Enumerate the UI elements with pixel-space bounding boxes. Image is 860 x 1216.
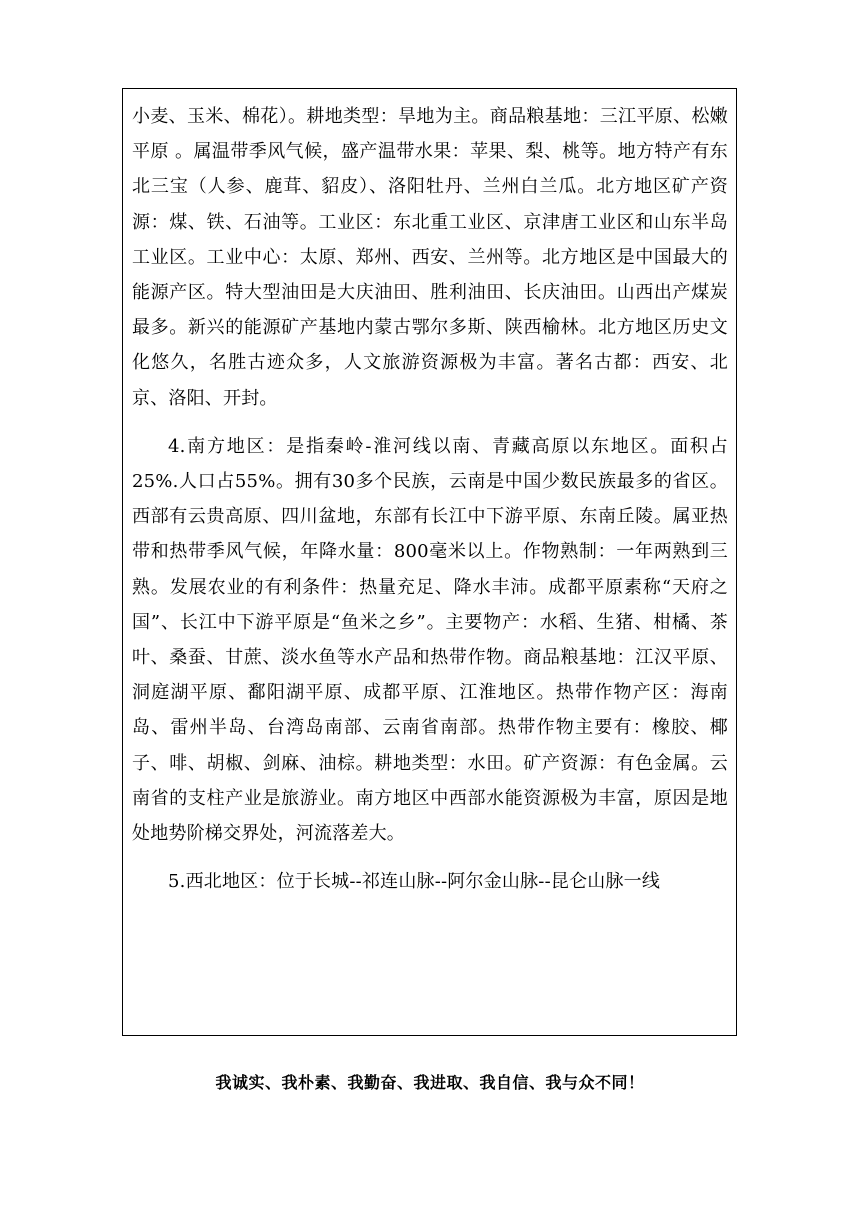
paragraph-south-region: 4.南方地区：是指秦岭-淮河线以南、青藏高原以东地区。面积占25%.人口占55%。拥有30多个民族，云南是中国少数民族最多的省区。西部有云贵高原、四川盆地，东部有长江中下游平原、东南丘陵。属亚热带和热带季风气候，年降水量：800毫米以上。作物熟制：一年两熟到三熟。发展农业的有利条件：热量充足、降水丰沛。成都平原素称“天府之国”、长江中下游平原是“鱼米之乡”。主要物产：水稻、生猪、柑橘、茶叶、桑蚕、甘蔗、淡水鱼等水产品和热带作物。商品粮基地：江汉平原、洞庭湖平原、鄱阳湖平原、成都平原、江淮地区。热带作物产区：海南岛、雷州半岛、台湾岛南部、云南省南部。热带作物主要有：橡胶、椰子、啡、胡椒、剑麻、油棕。耕地类型：水田。矿产资源：有色金属。云南省的支柱产业是旅游业。南方地区中西部水能资源极为丰富，原因是地处地势阶梯交界处，河流落差大。: [132, 435, 728, 845]
text-body: [132, 99, 728, 899]
paragraph-north-region-continued: 小麦、玉米、棉花）。耕地类型：旱地为主。商品粮基地：三江平原、松嫩平原 。属温带季风气候，盛产温带水果：苹果、梨、桃等。地方特产有东北三宝（人参、鹿茸、貂皮）、洛阳牡丹、兰州白兰瓜。北方地区矿产资源：煤、铁、石油等。工业区：东北重工业区、京津唐工业区和山东半岛工业区。工业中心：太原、郑州、西安、兰州等。北方地区是中国最大的能源产区。特大型油田是大庆油田、胜利油田、长庆油田。山西出产煤炭最多。新兴的能源矿产基地内蒙古鄂尔多斯、陕西榆林。北方地区历史文化悠久，名胜古迹众多，人文旅游资源极为丰富。著名古都：西安、北京、洛阳、开封。: [132, 106, 728, 409]
paragraph-gap: [132, 851, 728, 864]
footer-motto: 我诚实、我朴素、我勤奋、我进取、我自信、我与众不同！: [215, 1073, 645, 1092]
paragraph-gap: [132, 416, 728, 429]
paragraph-northwest-region: 5.西北地区：位于长城--祁连山脉--阿尔金山脉--昆仑山脉一线: [168, 871, 661, 893]
text-frame: [122, 88, 737, 1036]
